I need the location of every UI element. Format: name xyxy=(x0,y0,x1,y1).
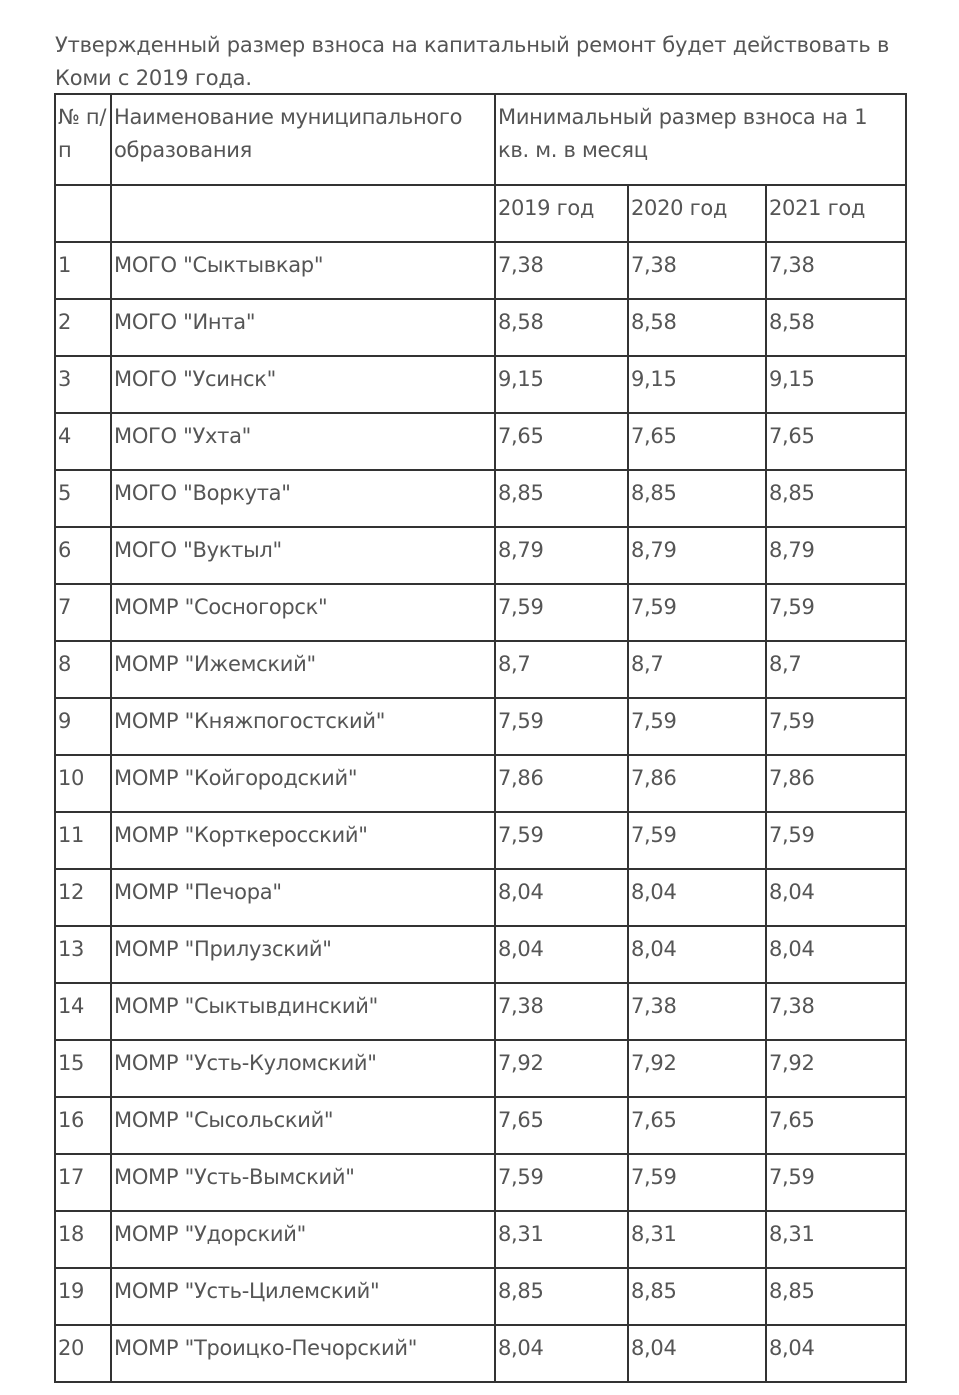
municipality-name: МОМР "Усть-Цилемский" xyxy=(111,1268,495,1325)
fee-2020: 8,85 xyxy=(628,470,766,527)
fee-2020: 8,85 xyxy=(628,1268,766,1325)
row-number: 16 xyxy=(55,1097,111,1154)
municipality-name: МОМР "Сысольский" xyxy=(111,1097,495,1154)
fee-2021: 8,85 xyxy=(766,1268,906,1325)
fee-2020: 7,65 xyxy=(628,413,766,470)
table-row xyxy=(55,698,906,755)
row-number: 18 xyxy=(55,1211,111,1268)
municipality-name: МОМР "Сыктывдинский" xyxy=(111,983,495,1040)
fee-2019: 7,86 xyxy=(495,755,628,812)
table-row xyxy=(55,869,906,926)
municipality-name: МОМР "Печора" xyxy=(111,869,495,926)
municipality-name: МОМР "Княжпогостский" xyxy=(111,698,495,755)
row-number: 4 xyxy=(55,413,111,470)
fee-2021: 7,38 xyxy=(766,242,906,299)
fee-2021: 7,65 xyxy=(766,413,906,470)
municipality-name: МОГО "Ухта" xyxy=(111,413,495,470)
fee-2020: 7,86 xyxy=(628,755,766,812)
row-number: 5 xyxy=(55,470,111,527)
fee-2021: 7,59 xyxy=(766,698,906,755)
municipality-name: МОМР "Усть-Вымский" xyxy=(111,1154,495,1211)
table-row xyxy=(55,356,906,413)
fee-2019: 8,58 xyxy=(495,299,628,356)
row-number: 9 xyxy=(55,698,111,755)
fee-2019: 7,38 xyxy=(495,983,628,1040)
municipality-name: МОМР "Удорский" xyxy=(111,1211,495,1268)
table-row xyxy=(55,413,906,470)
fee-2021: 8,04 xyxy=(766,869,906,926)
fee-2021: 8,79 xyxy=(766,527,906,584)
year-2021-header: 2021 год xyxy=(766,185,906,242)
row-number: 11 xyxy=(55,812,111,869)
year-2019-header: 2019 год xyxy=(495,185,628,242)
row-number: 15 xyxy=(55,1040,111,1097)
table-year-row xyxy=(55,185,906,242)
fee-2019: 8,7 xyxy=(495,641,628,698)
fee-2021: 8,58 xyxy=(766,299,906,356)
fee-2019: 7,38 xyxy=(495,242,628,299)
fee-2021: 7,65 xyxy=(766,1097,906,1154)
table-row xyxy=(55,584,906,641)
fee-2021: 7,92 xyxy=(766,1040,906,1097)
municipality-name: МОМР "Прилузский" xyxy=(111,926,495,983)
fee-2020: 8,79 xyxy=(628,527,766,584)
row-number: 3 xyxy=(55,356,111,413)
fee-2021: 8,85 xyxy=(766,470,906,527)
municipality-name: МОГО "Усинск" xyxy=(111,356,495,413)
fee-2021: 7,59 xyxy=(766,812,906,869)
fee-2019: 8,85 xyxy=(495,470,628,527)
fee-2019: 7,59 xyxy=(495,698,628,755)
municipality-name: МОГО "Сыктывкар" xyxy=(111,242,495,299)
table-row xyxy=(55,527,906,584)
row-number: 2 xyxy=(55,299,111,356)
fee-2019: 7,65 xyxy=(495,413,628,470)
table-row xyxy=(55,1154,906,1211)
municipality-name: МОМР "Ижемский" xyxy=(111,641,495,698)
table-row xyxy=(55,755,906,812)
intro-paragraph: Утвержденный размер взноса на капитальный ремонт будет действовать в Коми с 2019 года. xyxy=(55,33,890,90)
fee-2020: 8,58 xyxy=(628,299,766,356)
fee-2019: 9,15 xyxy=(495,356,628,413)
fee-2019: 8,04 xyxy=(495,926,628,983)
header-number: № п/п xyxy=(55,94,111,185)
row-number: 19 xyxy=(55,1268,111,1325)
row-number: 20 xyxy=(55,1325,111,1382)
table-row xyxy=(55,1211,906,1268)
municipality-name: МОМР "Корткеросский" xyxy=(111,812,495,869)
fee-2020: 7,92 xyxy=(628,1040,766,1097)
fee-2020: 9,15 xyxy=(628,356,766,413)
fee-2021: 8,04 xyxy=(766,926,906,983)
row-number: 7 xyxy=(55,584,111,641)
row-number: 6 xyxy=(55,527,111,584)
table-row xyxy=(55,470,906,527)
fee-2020: 7,59 xyxy=(628,1154,766,1211)
fee-2020: 7,65 xyxy=(628,1097,766,1154)
row-number: 1 xyxy=(55,242,111,299)
table-row xyxy=(55,299,906,356)
row-number: 10 xyxy=(55,755,111,812)
year-row-number-blank xyxy=(55,185,111,242)
fee-2020: 7,38 xyxy=(628,983,766,1040)
table-row xyxy=(55,1325,906,1382)
header-municipality: Наименование муниципального образования xyxy=(111,94,495,185)
municipality-name: МОМР "Троицко-Печорский" xyxy=(111,1325,495,1382)
municipality-name: МОМР "Койгородский" xyxy=(111,755,495,812)
table-header-row xyxy=(55,94,906,185)
year-row-name-blank xyxy=(111,185,495,242)
fee-2021: 7,59 xyxy=(766,1154,906,1211)
municipality-name: МОГО "Вуктыл" xyxy=(111,527,495,584)
table-row xyxy=(55,641,906,698)
table-row xyxy=(55,812,906,869)
fee-2020: 7,59 xyxy=(628,698,766,755)
row-number: 14 xyxy=(55,983,111,1040)
row-number: 12 xyxy=(55,869,111,926)
fee-2019: 7,59 xyxy=(495,1154,628,1211)
fee-2019: 8,85 xyxy=(495,1268,628,1325)
municipality-name: МОМР "Усть-Куломский" xyxy=(111,1040,495,1097)
fee-2019: 8,79 xyxy=(495,527,628,584)
fee-2021: 7,59 xyxy=(766,584,906,641)
fee-2019: 7,59 xyxy=(495,812,628,869)
fee-2021: 8,04 xyxy=(766,1325,906,1382)
row-number: 17 xyxy=(55,1154,111,1211)
fee-2021: 7,38 xyxy=(766,983,906,1040)
fee-2019: 7,92 xyxy=(495,1040,628,1097)
row-number: 8 xyxy=(55,641,111,698)
municipality-name: МОГО "Воркута" xyxy=(111,470,495,527)
fee-2019: 8,31 xyxy=(495,1211,628,1268)
municipality-name: МОМР "Сосногорск" xyxy=(111,584,495,641)
fee-2021: 9,15 xyxy=(766,356,906,413)
fee-2020: 7,38 xyxy=(628,242,766,299)
fee-2020: 7,59 xyxy=(628,584,766,641)
fee-2020: 8,04 xyxy=(628,869,766,926)
fee-table xyxy=(54,93,907,1383)
fee-2019: 7,65 xyxy=(495,1097,628,1154)
fee-2020: 8,04 xyxy=(628,1325,766,1382)
fee-2020: 7,59 xyxy=(628,812,766,869)
row-number: 13 xyxy=(55,926,111,983)
fee-2020: 8,31 xyxy=(628,1211,766,1268)
year-2020-header: 2020 год xyxy=(628,185,766,242)
fee-2021: 8,31 xyxy=(766,1211,906,1268)
fee-2020: 8,04 xyxy=(628,926,766,983)
fee-2021: 7,86 xyxy=(766,755,906,812)
fee-2020: 8,7 xyxy=(628,641,766,698)
table-row xyxy=(55,1097,906,1154)
fee-2021: 8,7 xyxy=(766,641,906,698)
table-row xyxy=(55,1040,906,1097)
table-row xyxy=(55,1268,906,1325)
table-row xyxy=(55,926,906,983)
fee-2019: 8,04 xyxy=(495,1325,628,1382)
fee-2019: 7,59 xyxy=(495,584,628,641)
municipality-name: МОГО "Инта" xyxy=(111,299,495,356)
fee-2019: 8,04 xyxy=(495,869,628,926)
table-row xyxy=(55,242,906,299)
table-row xyxy=(55,983,906,1040)
header-fee: Минимальный размер взноса на 1 кв. м. в месяц xyxy=(495,94,906,185)
